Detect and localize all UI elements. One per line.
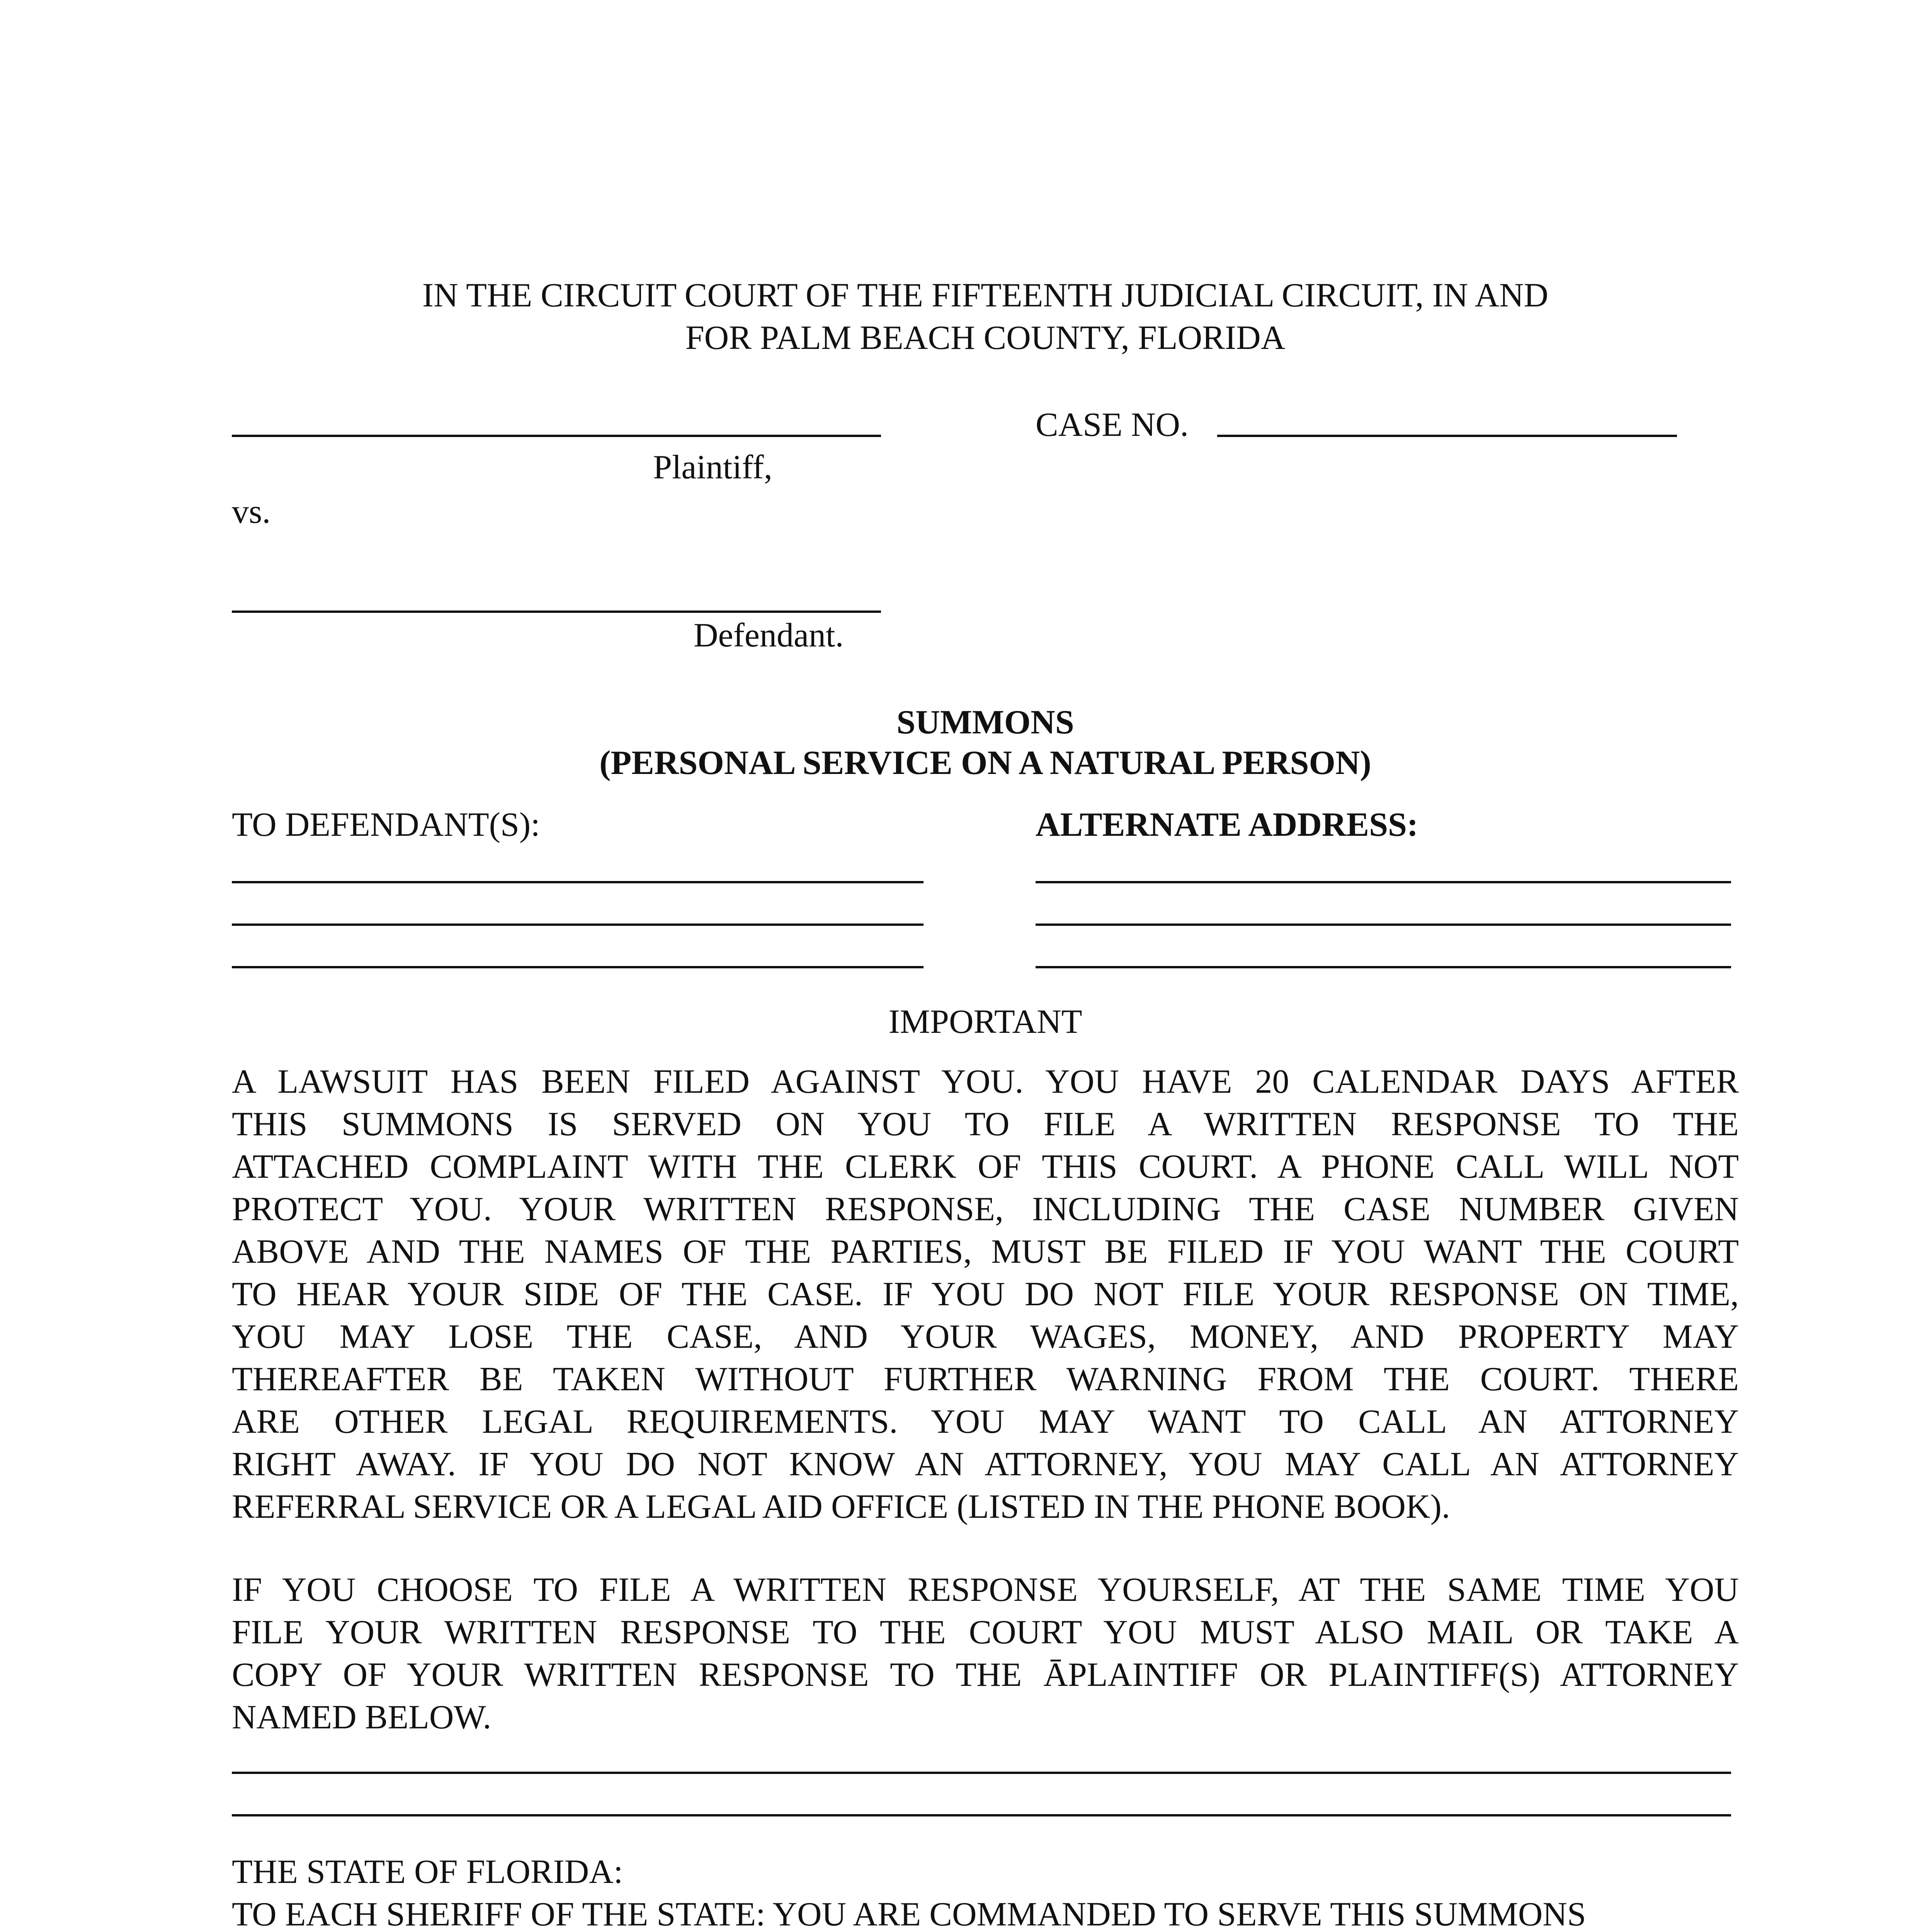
paragraph-line: IF YOU CHOOSE TO FILE A WRITTEN RESPONSE YOURSELF, AT THE SAME TIME YOU bbox=[232, 1571, 1739, 1609]
important-paragraph-2 bbox=[232, 1569, 1739, 1739]
important-paragraph-1 bbox=[232, 1061, 1739, 1528]
paragraph-line: REFERRAL SERVICE OR A LEGAL AID OFFICE (LISTED IN THE PHONE BOOK). bbox=[232, 1488, 1450, 1526]
alternate-address-label: ALTERNATE ADDRESS: bbox=[1036, 806, 1418, 844]
court-heading-line1: IN THE CIRCUIT COURT OF THE FIFTEENTH JUDICIAL CIRCUIT, IN AND bbox=[422, 277, 1549, 314]
to-defendants-label: TO DEFENDANT(S): bbox=[232, 806, 540, 844]
plaintiff-name-line[interactable] bbox=[232, 435, 881, 437]
vs-label: vs. bbox=[232, 493, 271, 531]
defendant-name-line[interactable] bbox=[232, 611, 881, 613]
defendant-address-line-3[interactable] bbox=[232, 966, 923, 968]
paragraph-line: NAMED BELOW. bbox=[232, 1699, 492, 1736]
paragraph-line: PROTECT YOU. YOUR WRITTEN RESPONSE, INCLUDING THE CASE NUMBER GIVEN bbox=[232, 1190, 1739, 1228]
state-of-florida-line: THE STATE OF FLORIDA: bbox=[232, 1853, 623, 1891]
case-no-label: CASE NO. bbox=[1036, 406, 1189, 444]
summons-title: SUMMONS bbox=[896, 704, 1074, 741]
paragraph-line: A LAWSUIT HAS BEEN FILED AGAINST YOU. YOU HAVE 20 CALENDAR DAYS AFTER bbox=[232, 1063, 1739, 1100]
attorney-info-line-2[interactable] bbox=[232, 1814, 1731, 1816]
attorney-info-line-1[interactable] bbox=[232, 1772, 1731, 1774]
paragraph-line: ATTACHED COMPLAINT WITH THE CLERK OF THIS COURT. A PHONE CALL WILL NOT bbox=[232, 1148, 1739, 1185]
paragraph-line: TO HEAR YOUR SIDE OF THE CASE. IF YOU DO NOT FILE YOUR RESPONSE ON TIME, bbox=[232, 1276, 1739, 1313]
paragraph-line: ABOVE AND THE NAMES OF THE PARTIES, MUST BE FILED IF YOU WANT THE COURT bbox=[232, 1233, 1739, 1270]
paragraph-line: FILE YOUR WRITTEN RESPONSE TO THE COURT YOU MUST ALSO MAIL OR TAKE A bbox=[232, 1614, 1739, 1651]
paragraph-line: COPY OF YOUR WRITTEN RESPONSE TO THE ĀPLAINTIFF OR PLAINTIFF(S) ATTORNEY bbox=[232, 1656, 1739, 1694]
defendant-label: Defendant. bbox=[694, 617, 844, 654]
paragraph-line: ARE OTHER LEGAL REQUIREMENTS. YOU MAY WANT TO CALL AN ATTORNEY bbox=[232, 1403, 1739, 1440]
alternate-address-line-1[interactable] bbox=[1036, 881, 1731, 883]
case-no-line[interactable] bbox=[1217, 435, 1677, 437]
defendant-address-line-2[interactable] bbox=[232, 923, 923, 926]
paragraph-line: THEREAFTER BE TAKEN WITHOUT FURTHER WARNING FROM THE COURT. THERE bbox=[232, 1361, 1739, 1398]
alternate-address-line-3[interactable] bbox=[1036, 966, 1731, 968]
defendant-address-line-1[interactable] bbox=[232, 881, 923, 883]
plaintiff-label: Plaintiff, bbox=[653, 449, 772, 486]
court-heading-line2: FOR PALM BEACH COUNTY, FLORIDA bbox=[685, 319, 1286, 357]
alternate-address-line-2[interactable] bbox=[1036, 923, 1731, 926]
paragraph-line: YOU MAY LOSE THE CASE, AND YOUR WAGES, MONEY, AND PROPERTY MAY bbox=[232, 1318, 1739, 1355]
paragraph-line: THIS SUMMONS IS SERVED ON YOU TO FILE A WRITTEN RESPONSE TO THE bbox=[232, 1105, 1739, 1143]
important-heading: IMPORTANT bbox=[888, 1003, 1082, 1041]
paragraph-line: RIGHT AWAY. IF YOU DO NOT KNOW AN ATTORNEY, YOU MAY CALL AN ATTORNEY bbox=[232, 1446, 1739, 1483]
summons-subtitle: (PERSONAL SERVICE ON A NATURAL PERSON) bbox=[599, 744, 1371, 782]
command-line-1: TO EACH SHERIFF OF THE STATE: YOU ARE COMMANDED TO SERVE THIS SUMMONS bbox=[232, 1896, 1586, 1932]
